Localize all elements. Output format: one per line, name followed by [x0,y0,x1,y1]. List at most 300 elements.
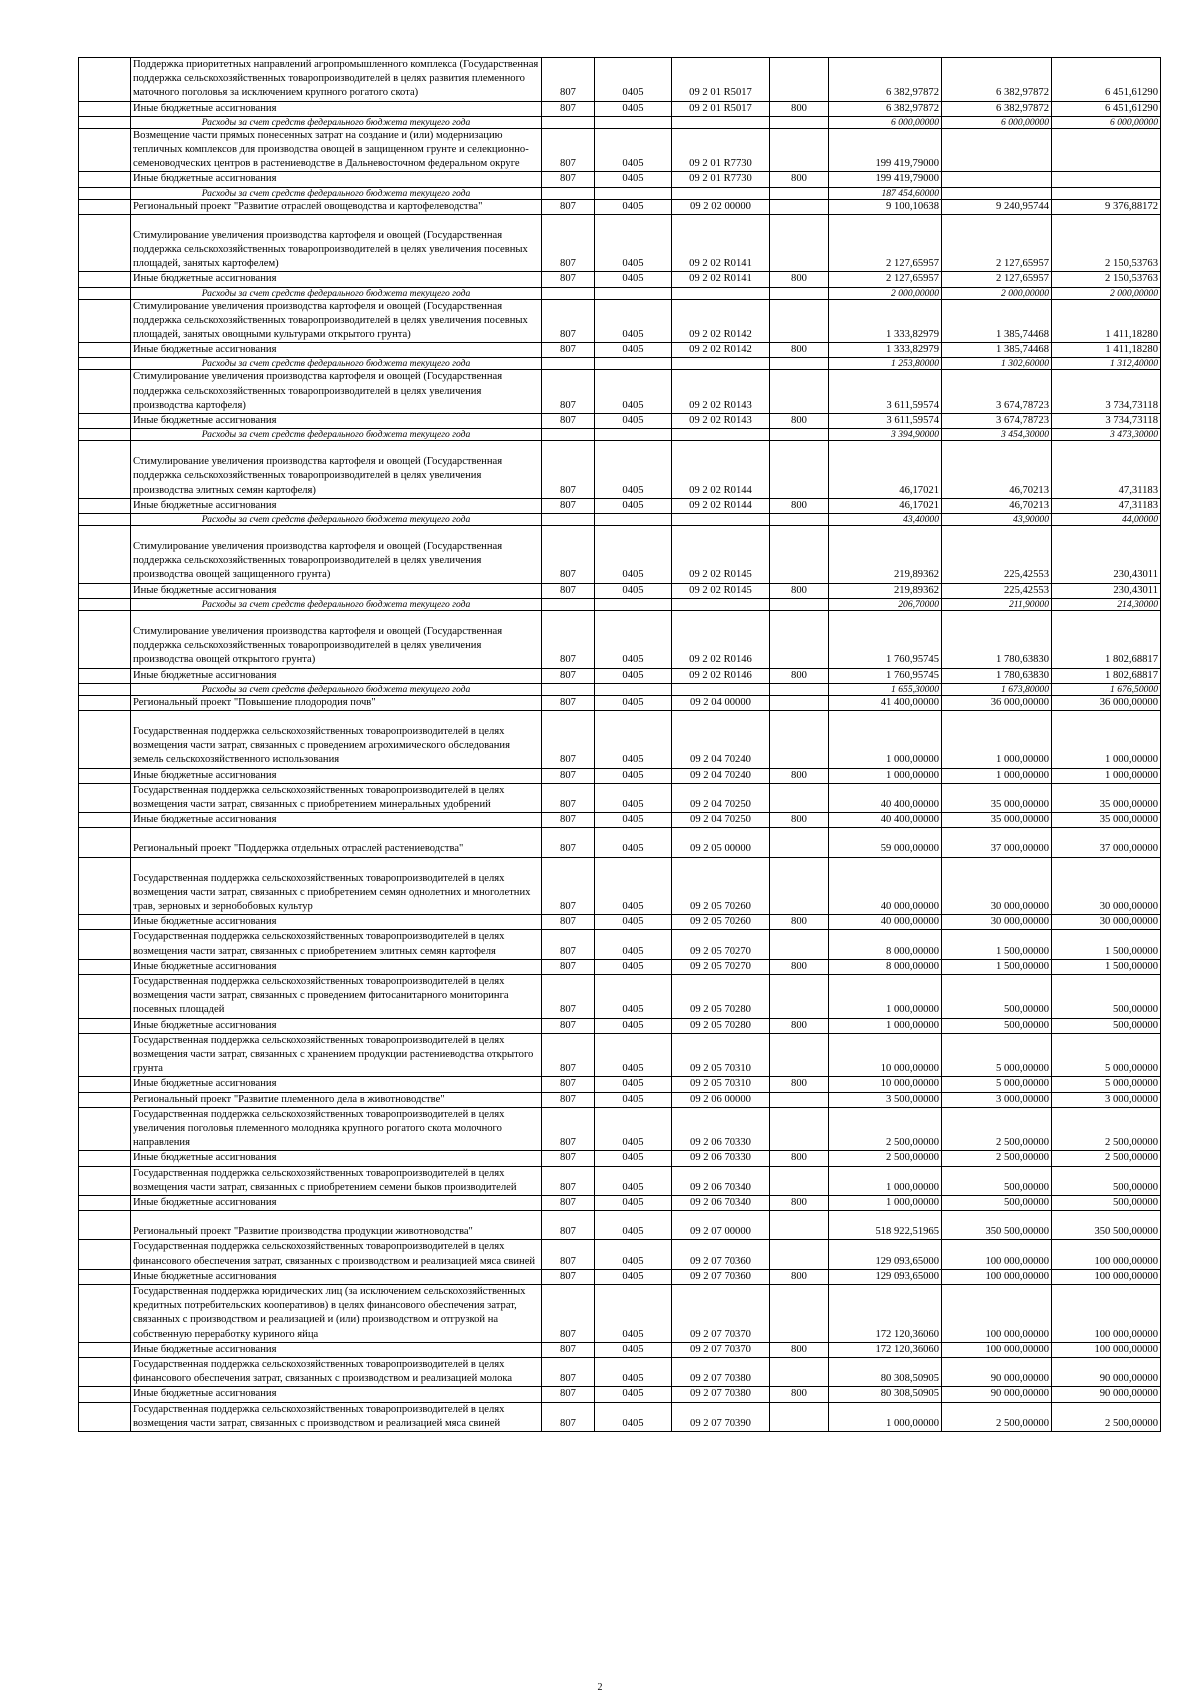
section-code: 0405 [595,1402,672,1431]
indent-cell [79,1387,131,1402]
amount-year-3: 100 000,00000 [1052,1240,1161,1269]
expense-type-code [770,214,829,272]
expense-type-code: 800 [770,959,829,974]
amount-year-1: 172 120,36060 [829,1342,942,1357]
expense-name: Государственная поддержка сельскохозяйственных товаропроизводителей в целях возмещения части затрат, связанных с проведением фитосанитарного мониторинга посевных площадей [131,974,542,1018]
expense-name: Региональный проект "Развитие отраслей овощеводства и картофелеводства" [131,199,542,214]
expense-name: Государственная поддержка сельскохозяйственных товаропроизводителей в целях увеличения поголовья племенного молодняка крупного рогатого скота молочного направления [131,1107,542,1151]
ministry-code: 807 [542,498,595,513]
ministry-code: 807 [542,441,595,499]
amount-year-1: 2 500,00000 [829,1107,942,1151]
ministry-code: 807 [542,974,595,1018]
expense-type-code [770,857,829,915]
amount-year-1: 3 611,59574 [829,370,942,414]
expense-name: Стимулирование увеличения производства картофеля и овощей (Государственная поддержка сельскохозяйственных товаропроизводителей в целях увеличения производства элитных семян картофеля) [131,441,542,499]
amount-year-2: 9 240,95744 [942,199,1052,214]
amount-year-2: 1 780,63830 [942,668,1052,683]
amount-year-2: 36 000,00000 [942,695,1052,710]
expense-name: Расходы за счет средств федерального бюджета текущего года [131,514,542,526]
expense-type-code [770,695,829,710]
expense-type-code: 800 [770,101,829,116]
expense-type-code [770,1402,829,1431]
section-code: 0405 [595,1107,672,1151]
amount-year-3: 230,43011 [1052,583,1161,598]
target-article-code: 09 2 02 R0143 [672,414,770,429]
amount-year-1: 46,17021 [829,441,942,499]
target-article-code: 09 2 05 70280 [672,974,770,1018]
table-row [79,414,1161,429]
amount-year-1: 2 500,00000 [829,1151,942,1166]
amount-year-3: 9 376,88172 [1052,199,1161,214]
amount-year-1: 199 419,79000 [829,172,942,187]
indent-cell [79,1107,131,1151]
target-article-code: 09 2 07 70360 [672,1269,770,1284]
ministry-code: 807 [542,58,595,102]
ministry-code: 807 [542,1092,595,1107]
ministry-code [542,287,595,299]
ministry-code: 807 [542,695,595,710]
amount-year-1: 1 000,00000 [829,1166,942,1195]
section-code: 0405 [595,1196,672,1211]
amount-year-3: 30 000,00000 [1052,915,1161,930]
amount-year-1: 1 000,00000 [829,768,942,783]
expense-name: Государственная поддержка сельскохозяйственных товаропроизводителей в целях возмещения части затрат, связанных с приобретением семян однолетних и многолетних трав, зерновых и зернобобовых культур [131,857,542,915]
amount-year-2: 90 000,00000 [942,1358,1052,1387]
amount-year-3: 500,00000 [1052,1196,1161,1211]
indent-cell [79,668,131,683]
section-code: 0405 [595,915,672,930]
amount-year-1: 1 253,80000 [829,358,942,370]
section-code [595,598,672,610]
amount-year-1: 1 655,30000 [829,683,942,695]
amount-year-2: 1 500,00000 [942,959,1052,974]
target-article-code [672,287,770,299]
target-article-code [672,187,770,199]
amount-year-1: 1 333,82979 [829,343,942,358]
ministry-code: 807 [542,1151,595,1166]
indent-cell [79,1196,131,1211]
section-code: 0405 [595,695,672,710]
section-code [595,683,672,695]
expense-type-code [770,974,829,1018]
amount-year-1: 2 127,65957 [829,214,942,272]
indent-cell [79,101,131,116]
amount-year-2: 1 302,60000 [942,358,1052,370]
expense-name: Расходы за счет средств федерального бюджета текущего года [131,287,542,299]
table-row [79,1033,1161,1077]
amount-year-3: 1 000,00000 [1052,768,1161,783]
expense-name: Иные бюджетные ассигнования [131,498,542,513]
section-code [595,358,672,370]
indent-cell [79,1018,131,1033]
indent-cell [79,1285,131,1343]
amount-year-1: 1 760,95745 [829,668,942,683]
target-article-code: 09 2 07 70370 [672,1342,770,1357]
expense-type-code [770,370,829,414]
amount-year-2: 1 780,63830 [942,610,1052,668]
section-code: 0405 [595,710,672,768]
expense-name: Иные бюджетные ассигнования [131,1342,542,1357]
expense-name: Иные бюджетные ассигнования [131,813,542,828]
table-row [79,783,1161,812]
expense-name: Стимулирование увеличения производства картофеля и овощей (Государственная поддержка сельскохозяйственных товаропроизводителей в целях увеличения производства картофеля) [131,370,542,414]
table-row [79,526,1161,584]
section-code: 0405 [595,668,672,683]
expense-name: Иные бюджетные ассигнования [131,1196,542,1211]
expense-type-code: 800 [770,272,829,287]
amount-year-2: 90 000,00000 [942,1387,1052,1402]
expense-type-code [770,199,829,214]
ministry-code [542,187,595,199]
ministry-code: 807 [542,370,595,414]
amount-year-3: 1 312,40000 [1052,358,1161,370]
ministry-code: 807 [542,828,595,857]
amount-year-3: 90 000,00000 [1052,1387,1161,1402]
amount-year-2: 6 000,00000 [942,116,1052,128]
expense-type-code [770,1285,829,1343]
expense-name: Иные бюджетные ассигнования [131,101,542,116]
ministry-code: 807 [542,1402,595,1431]
indent-cell [79,187,131,199]
amount-year-1: 1 000,00000 [829,1402,942,1431]
section-code: 0405 [595,1358,672,1387]
amount-year-1: 219,89362 [829,526,942,584]
expense-type-code [770,598,829,610]
amount-year-1: 6 382,97872 [829,101,942,116]
target-article-code: 09 2 04 70240 [672,768,770,783]
indent-cell [79,1033,131,1077]
amount-year-1: 129 093,65000 [829,1269,942,1284]
target-article-code: 09 2 02 R0145 [672,526,770,584]
table-row [79,695,1161,710]
target-article-code: 09 2 02 R0144 [672,441,770,499]
ministry-code: 807 [542,526,595,584]
expense-type-code: 800 [770,1018,829,1033]
section-code: 0405 [595,299,672,343]
target-article-code: 09 2 02 R0146 [672,610,770,668]
amount-year-2 [942,128,1052,172]
table-row [79,1018,1161,1033]
ministry-code: 807 [542,128,595,172]
table-row [79,583,1161,598]
federal-funds-row [79,287,1161,299]
amount-year-1: 1 333,82979 [829,299,942,343]
ministry-code: 807 [542,172,595,187]
amount-year-3: 1 802,68817 [1052,610,1161,668]
expense-type-code [770,526,829,584]
table-row [79,813,1161,828]
table-row [79,828,1161,857]
amount-year-2: 46,70213 [942,498,1052,513]
table-row [79,58,1161,102]
expense-type-code: 800 [770,172,829,187]
section-code: 0405 [595,1018,672,1033]
amount-year-1: 1 760,95745 [829,610,942,668]
section-code [595,429,672,441]
federal-funds-row [79,116,1161,128]
table-row [79,343,1161,358]
expense-name: Региональный проект "Поддержка отдельных отраслей растениеводства" [131,828,542,857]
amount-year-2: 30 000,00000 [942,857,1052,915]
section-code [595,116,672,128]
amount-year-1: 1 000,00000 [829,710,942,768]
target-article-code [672,116,770,128]
expense-name: Государственная поддержка юридических лиц (за исключением сельскохозяйственных кредитных потребительских кооперативов) в целях финансового обеспечения затрат, связанных с производством и реализацией и (или) производством и отгрузкой на собственную переработку куриного яйца [131,1285,542,1343]
amount-year-1: 206,70000 [829,598,942,610]
table-row [79,1166,1161,1195]
expense-name: Иные бюджетные ассигнования [131,1018,542,1033]
amount-year-2: 225,42553 [942,526,1052,584]
expense-type-code: 800 [770,343,829,358]
amount-year-1: 10 000,00000 [829,1033,942,1077]
expense-type-code [770,683,829,695]
amount-year-3: 350 500,00000 [1052,1211,1161,1240]
section-code: 0405 [595,414,672,429]
indent-cell [79,710,131,768]
amount-year-2: 35 000,00000 [942,783,1052,812]
amount-year-1: 59 000,00000 [829,828,942,857]
amount-year-3: 500,00000 [1052,1018,1161,1033]
target-article-code: 09 2 07 00000 [672,1211,770,1240]
table-row [79,1402,1161,1431]
indent-cell [79,583,131,598]
indent-cell [79,358,131,370]
amount-year-1: 1 000,00000 [829,1196,942,1211]
indent-cell [79,172,131,187]
amount-year-2: 211,90000 [942,598,1052,610]
amount-year-3: 500,00000 [1052,1166,1161,1195]
amount-year-2: 500,00000 [942,1196,1052,1211]
target-article-code: 09 2 07 70380 [672,1358,770,1387]
amount-year-3: 230,43011 [1052,526,1161,584]
indent-cell [79,1269,131,1284]
indent-cell [79,498,131,513]
target-article-code: 09 2 02 00000 [672,199,770,214]
target-article-code: 09 2 06 70340 [672,1166,770,1195]
target-article-code: 09 2 04 70240 [672,710,770,768]
amount-year-1: 8 000,00000 [829,930,942,959]
section-code: 0405 [595,441,672,499]
table-row [79,915,1161,930]
target-article-code: 09 2 05 70280 [672,1018,770,1033]
expense-name: Стимулирование увеличения производства картофеля и овощей (Государственная поддержка сельскохозяйственных товаропроизводителей в целях увеличения производства овощей защищенного грунта) [131,526,542,584]
amount-year-1: 199 419,79000 [829,128,942,172]
target-article-code: 09 2 07 70360 [672,1240,770,1269]
expense-name: Иные бюджетные ассигнования [131,668,542,683]
ministry-code: 807 [542,583,595,598]
expense-type-code: 800 [770,1269,829,1284]
expense-type-code [770,187,829,199]
indent-cell [79,429,131,441]
expense-name: Расходы за счет средств федерального бюджета текущего года [131,429,542,441]
section-code: 0405 [595,214,672,272]
section-code: 0405 [595,1166,672,1195]
expense-type-code: 800 [770,414,829,429]
table-row [79,857,1161,915]
section-code: 0405 [595,610,672,668]
table-row [79,441,1161,499]
budget-table [78,57,1161,1432]
table-row [79,1077,1161,1092]
amount-year-3: 2 500,00000 [1052,1151,1161,1166]
ministry-code [542,116,595,128]
expense-name: Региональный проект "Повышение плодородия почв" [131,695,542,710]
expense-type-code [770,128,829,172]
expense-type-code [770,1240,829,1269]
table-row [79,128,1161,172]
table-row [79,1269,1161,1284]
expense-name: Иные бюджетные ассигнования [131,583,542,598]
indent-cell [79,1240,131,1269]
section-code: 0405 [595,1092,672,1107]
table-row [79,1151,1161,1166]
indent-cell [79,598,131,610]
target-article-code: 09 2 04 00000 [672,695,770,710]
expense-name: Иные бюджетные ассигнования [131,915,542,930]
indent-cell [79,287,131,299]
target-article-code: 09 2 04 70250 [672,813,770,828]
section-code: 0405 [595,1342,672,1357]
amount-year-1: 40 400,00000 [829,783,942,812]
target-article-code: 09 2 06 70330 [672,1107,770,1151]
ministry-code [542,429,595,441]
target-article-code: 09 2 05 70260 [672,857,770,915]
expense-type-code: 800 [770,768,829,783]
table-row [79,1387,1161,1402]
indent-cell [79,1342,131,1357]
amount-year-3: 1 000,00000 [1052,710,1161,768]
table-row [79,214,1161,272]
ministry-code [542,514,595,526]
amount-year-3: 5 000,00000 [1052,1033,1161,1077]
amount-year-2: 3 454,30000 [942,429,1052,441]
ministry-code: 807 [542,199,595,214]
indent-cell [79,1151,131,1166]
federal-funds-row [79,187,1161,199]
section-code: 0405 [595,813,672,828]
amount-year-2: 500,00000 [942,1018,1052,1033]
target-article-code: 09 2 02 R0144 [672,498,770,513]
amount-year-3: 100 000,00000 [1052,1269,1161,1284]
amount-year-2: 350 500,00000 [942,1211,1052,1240]
ministry-code: 807 [542,1240,595,1269]
ministry-code: 807 [542,1018,595,1033]
table-row [79,199,1161,214]
expense-type-code: 800 [770,1077,829,1092]
target-article-code: 09 2 01 R7730 [672,172,770,187]
ministry-code [542,358,595,370]
budget-table-body [79,58,1161,1432]
amount-year-3: 6 451,61290 [1052,58,1161,102]
section-code: 0405 [595,768,672,783]
ministry-code: 807 [542,1107,595,1151]
table-row [79,1240,1161,1269]
table-row [79,974,1161,1018]
expense-type-code: 800 [770,813,829,828]
indent-cell [79,695,131,710]
amount-year-2: 1 000,00000 [942,768,1052,783]
amount-year-1: 41 400,00000 [829,695,942,710]
amount-year-3: 1 411,18280 [1052,299,1161,343]
expense-type-code [770,429,829,441]
amount-year-2: 2 127,65957 [942,214,1052,272]
amount-year-3: 3 734,73118 [1052,370,1161,414]
indent-cell [79,58,131,102]
expense-name: Государственная поддержка сельскохозяйственных товаропроизводителей в целях возмещения части затрат, связанных с приобретением семени быков производителей [131,1166,542,1195]
ministry-code: 807 [542,1269,595,1284]
expense-type-code [770,610,829,668]
indent-cell [79,683,131,695]
indent-cell [79,1211,131,1240]
amount-year-3: 214,30000 [1052,598,1161,610]
amount-year-3: 47,31183 [1052,498,1161,513]
section-code: 0405 [595,974,672,1018]
amount-year-3: 100 000,00000 [1052,1285,1161,1343]
amount-year-1: 46,17021 [829,498,942,513]
table-row [79,1285,1161,1343]
federal-funds-row [79,514,1161,526]
target-article-code: 09 2 02 R0146 [672,668,770,683]
amount-year-3: 1 676,50000 [1052,683,1161,695]
expense-name: Расходы за счет средств федерального бюджета текущего года [131,683,542,695]
section-code [595,187,672,199]
amount-year-3: 1 500,00000 [1052,959,1161,974]
target-article-code: 09 2 06 70340 [672,1196,770,1211]
amount-year-3: 35 000,00000 [1052,783,1161,812]
amount-year-1: 40 000,00000 [829,857,942,915]
target-article-code: 09 2 02 R0142 [672,299,770,343]
expense-type-code: 800 [770,1196,829,1211]
section-code: 0405 [595,58,672,102]
ministry-code [542,598,595,610]
amount-year-1: 1 000,00000 [829,974,942,1018]
amount-year-3: 47,31183 [1052,441,1161,499]
table-row [79,1342,1161,1357]
amount-year-2: 37 000,00000 [942,828,1052,857]
amount-year-2: 100 000,00000 [942,1240,1052,1269]
amount-year-2: 1 000,00000 [942,710,1052,768]
target-article-code: 09 2 01 R5017 [672,58,770,102]
expense-name: Государственная поддержка сельскохозяйственных товаропроизводителей в целях финансового обеспечения затрат, связанных с производством и реализацией мяса свиней [131,1240,542,1269]
expense-type-code [770,358,829,370]
amount-year-2: 2 000,00000 [942,287,1052,299]
amount-year-1: 2 127,65957 [829,272,942,287]
ministry-code: 807 [542,299,595,343]
table-row [79,370,1161,414]
target-article-code: 09 2 07 70390 [672,1402,770,1431]
table-row [79,299,1161,343]
expense-type-code [770,1358,829,1387]
amount-year-2: 500,00000 [942,974,1052,1018]
section-code: 0405 [595,1240,672,1269]
expense-type-code: 800 [770,498,829,513]
expense-name: Иные бюджетные ассигнования [131,1077,542,1092]
indent-cell [79,414,131,429]
section-code: 0405 [595,583,672,598]
ministry-code: 807 [542,668,595,683]
section-code: 0405 [595,783,672,812]
section-code [595,287,672,299]
amount-year-1: 3 394,90000 [829,429,942,441]
expense-type-code [770,1033,829,1077]
amount-year-3: 100 000,00000 [1052,1342,1161,1357]
ministry-code: 807 [542,214,595,272]
expense-type-code [770,299,829,343]
expense-name: Иные бюджетные ассигнования [131,343,542,358]
amount-year-2: 2 500,00000 [942,1151,1052,1166]
ministry-code: 807 [542,813,595,828]
section-code: 0405 [595,857,672,915]
